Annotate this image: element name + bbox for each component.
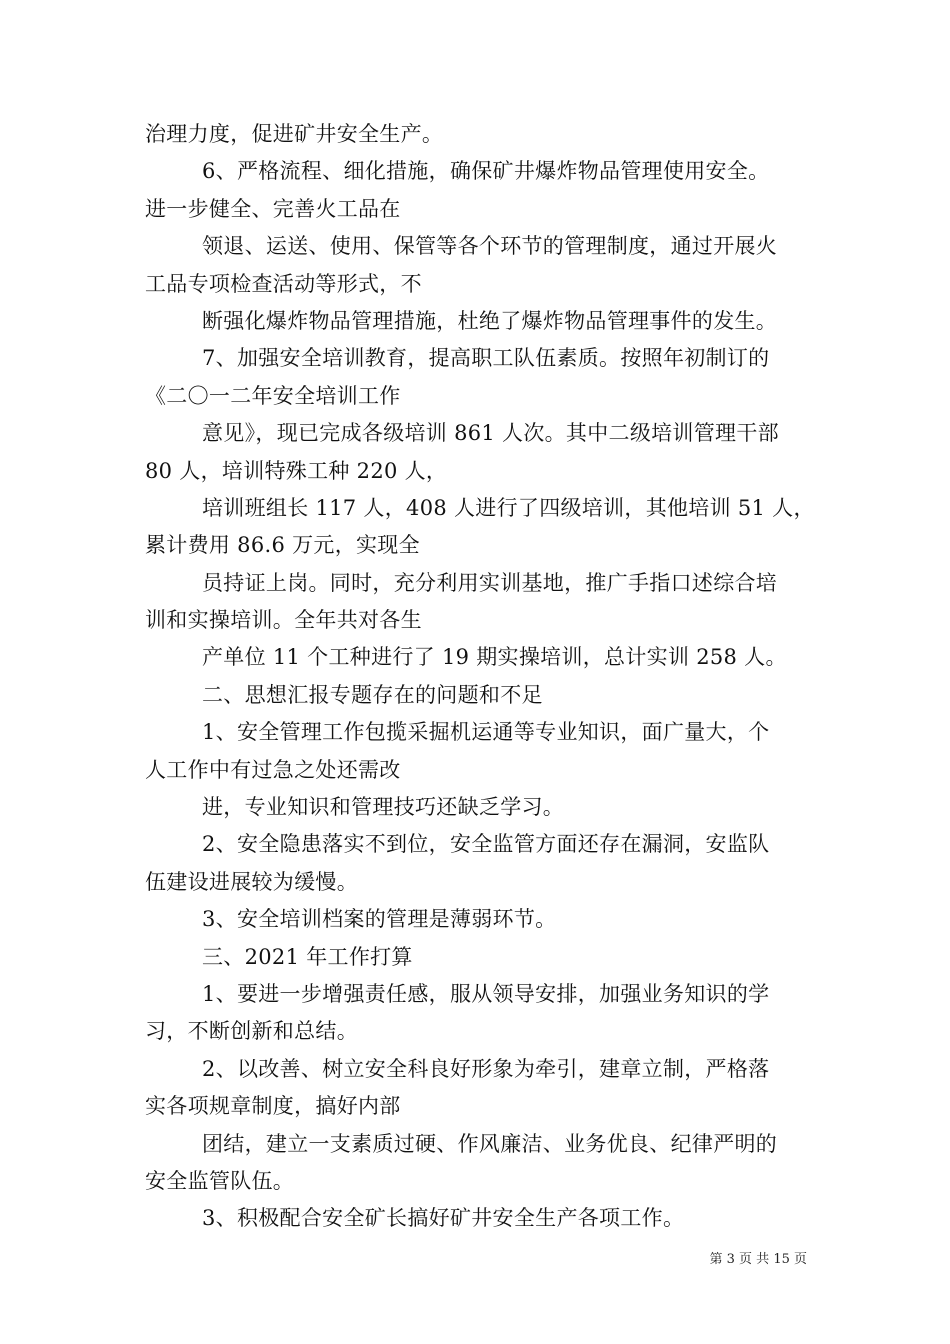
text-line: 7、加强安全培训教育，提高职工队伍素质。按照年初制订的: [202, 346, 770, 371]
text-line: 人工作中有过急之处还需改: [145, 757, 401, 782]
text-line: 2、以改善、树立安全科良好形象为牵引，建章立制，严格落: [202, 1056, 770, 1081]
text-line: 《二〇一二年安全培训工作: [145, 383, 401, 408]
text-line: 治理力度，促进矿井安全生产。: [145, 122, 444, 146]
text-line: 员持证上岗。同时，充分利用实训基地，推广手指口述综合培: [202, 570, 778, 595]
text-line: 安全监管队伍。: [145, 1168, 295, 1193]
text-line: 进一步健全、完善火工品在: [145, 196, 401, 221]
text-line: 伍建设进展较为缓慢。: [145, 869, 358, 894]
text-line: 3、安全培训档案的管理是薄弱环节。: [202, 907, 557, 932]
text-line: 三、2021 年工作打算: [202, 944, 413, 969]
text-line: 进，专业知识和管理技巧还缺乏学习。: [202, 795, 565, 820]
text-line: 实各项规章制度，搞好内部: [145, 1094, 401, 1119]
text-line: 6、严格流程、细化措施，确保矿井爆炸物品管理使用安全。: [202, 159, 770, 184]
text-line: 工品专项检查活动等形式，不: [145, 271, 422, 296]
text-line: 累计费用 86.6 万元，实现全: [145, 533, 420, 558]
text-line: 2、安全隐患落实不到位，安全监管方面还存在漏洞，安监队: [202, 832, 770, 857]
text-line: 意见》，现已完成各级培训 861 人次。其中二级培训管理干部: [202, 421, 779, 446]
text-line: 领退、运送、使用、保管等各个环节的管理制度，通过开展火: [202, 234, 778, 259]
text-line: 80 人，培训特殊工种 220 人，: [145, 458, 448, 483]
text-line: 二、思想汇报专题存在的问题和不足: [202, 682, 543, 707]
text-line: 1、要进一步增强责任感，服从领导安排，加强业务知识的学: [202, 981, 770, 1006]
page-number: 第 3 页 共 15 页: [709, 1252, 807, 1267]
text-line: 习，不断创新和总结。: [145, 1019, 358, 1044]
text-line: 产单位 11 个工种进行了 19 期实操培训，总计实训 258 人。: [202, 645, 787, 670]
text-line: 1、安全管理工作包揽采掘机运通等专业知识，面广量大，个: [202, 720, 770, 745]
document-body: [145, 116, 815, 1238]
text-line: 断强化爆炸物品管理措施，杜绝了爆炸物品管理事件的发生。: [202, 308, 778, 333]
text-line: 团结，建立一支素质过硬、作风廉洁、业务优良、纪律严明的: [202, 1131, 778, 1156]
text-line: 训和实操培训。全年共对各生: [145, 608, 422, 633]
text-line: 培训班组长 117 人，408 人进行了四级培训，其他培训 51 人，: [202, 495, 815, 520]
text-line: 3、积极配合安全矿长搞好矿井安全生产各项工作。: [202, 1206, 685, 1231]
